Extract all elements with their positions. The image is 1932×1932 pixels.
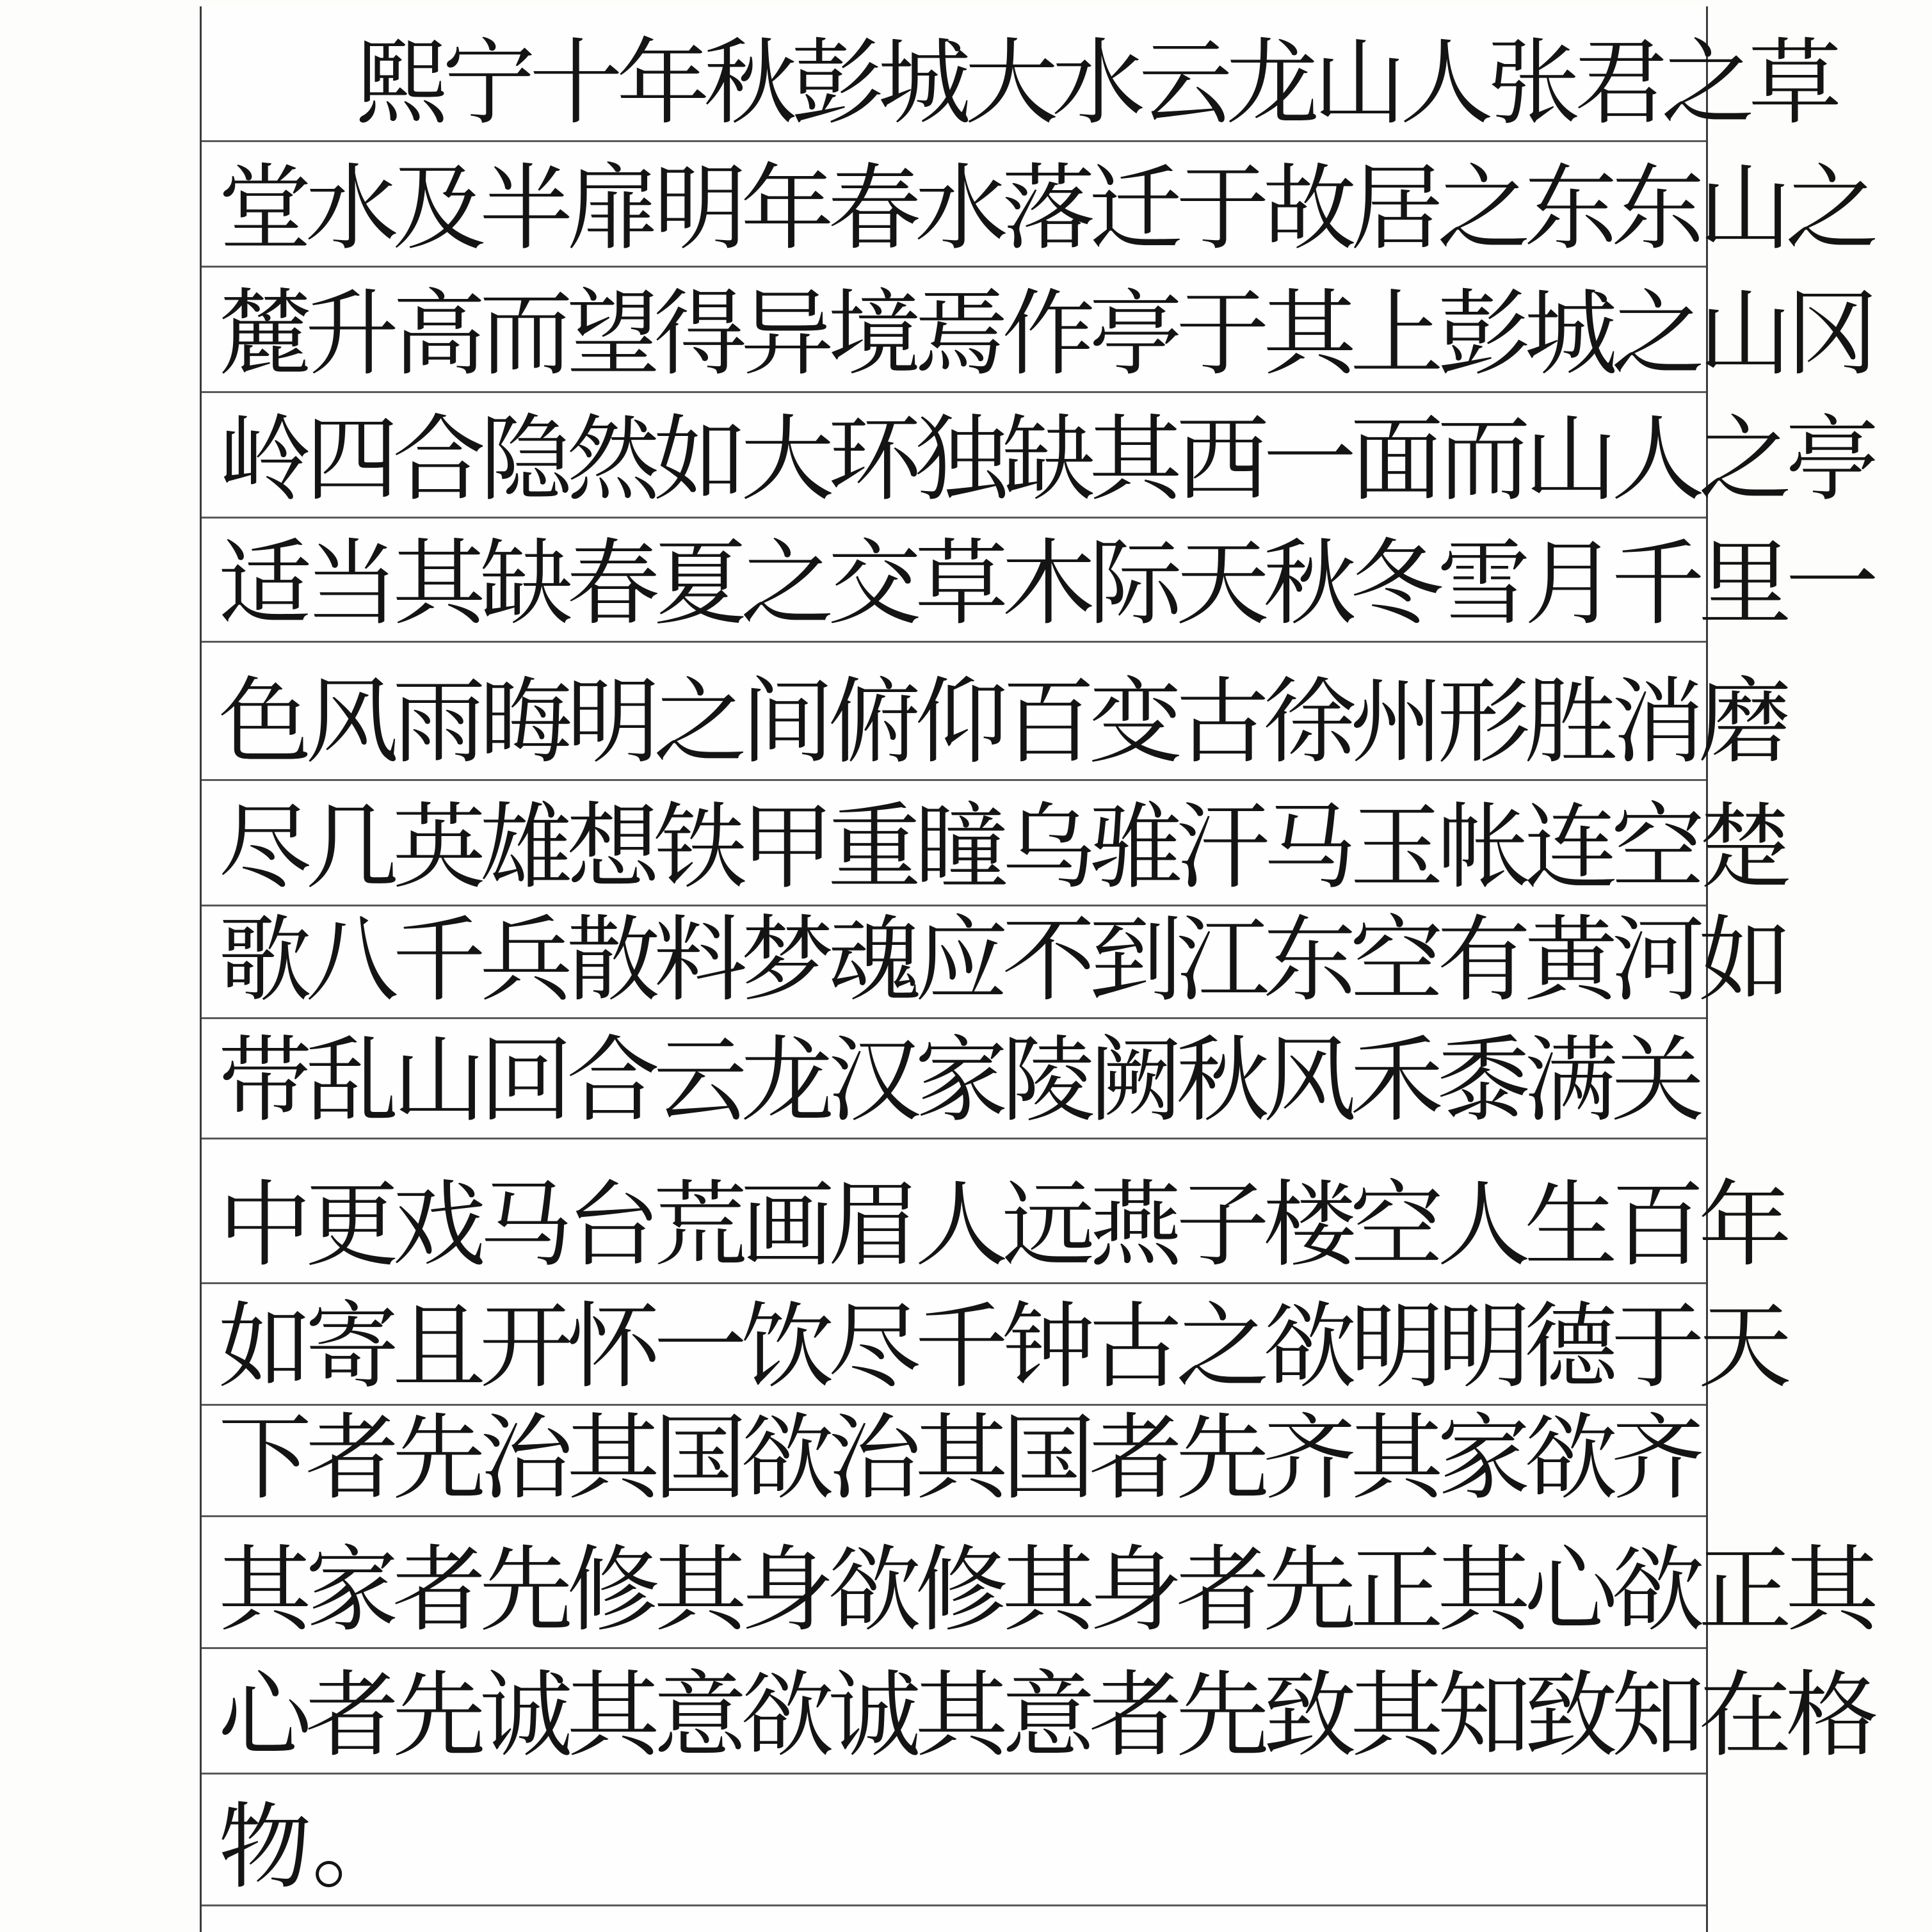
lined-writing-sheet: [200, 6, 1872, 1932]
handwritten-line: 熙宁十年秋彭城大水云龙山人张君之草: [355, 29, 1835, 138]
writing-line-4: [202, 393, 1872, 519]
writing-line-1: [202, 6, 1835, 142]
handwritten-line: 堂水及半扉明年春水落迁于故居之东东山之: [218, 154, 1872, 263]
writing-line-7: [202, 781, 1785, 906]
handwritten-line: 适当其缺春夏之交草木际天秋冬雪月千里一: [218, 529, 1872, 638]
writing-line-9: [202, 1019, 1706, 1139]
writing-line-5: [202, 519, 1872, 643]
writing-line-13: [202, 1517, 1872, 1649]
writing-line-15: [202, 1775, 1706, 1906]
handwritten-line: 其家者先修其身欲修其身者先正其心欲正其: [218, 1536, 1872, 1645]
writing-line-6: [202, 643, 1785, 781]
handwritten-line: 尽几英雄想铁甲重瞳乌骓汗马玉帐连空楚: [218, 793, 1785, 902]
writing-line-3: [202, 268, 1872, 393]
handwritten-line: 如寄且开怀一饮尽千钟古之欲明明德于天: [218, 1292, 1785, 1401]
handwritten-line: 色风雨晦明之间俯仰百变古徐州形胜消磨: [218, 668, 1785, 777]
handwritten-line: 物。: [218, 1793, 405, 1902]
handwritten-line: 下者先治其国欲治其国者先齐其家欲齐: [218, 1404, 1698, 1513]
writing-line-12: [202, 1406, 1706, 1517]
handwritten-line: 岭四合隐然如大环独缺其西一面而山人之亭: [218, 405, 1872, 514]
writing-line-11: [202, 1284, 1785, 1406]
writing-line-2: [202, 142, 1872, 268]
writing-line-8: [202, 906, 1785, 1019]
writing-line-14: [202, 1649, 1872, 1775]
handwritten-line: 心者先诚其意欲诚其意者先致其知致知在格: [218, 1661, 1872, 1770]
handwritten-line: 麓升高而望得异境焉作亭于其上彭城之山冈: [218, 280, 1872, 389]
writing-line-10: [202, 1139, 1785, 1284]
handwritten-line: 带乱山回合云龙汉家陵阙秋风禾黍满关: [218, 1026, 1698, 1135]
handwritten-line: 中更戏马台荒画眉人远燕子楼空人生百年: [218, 1171, 1785, 1280]
handwritten-line: 歌八千兵散料梦魂应不到江东空有黄河如: [218, 906, 1785, 1015]
